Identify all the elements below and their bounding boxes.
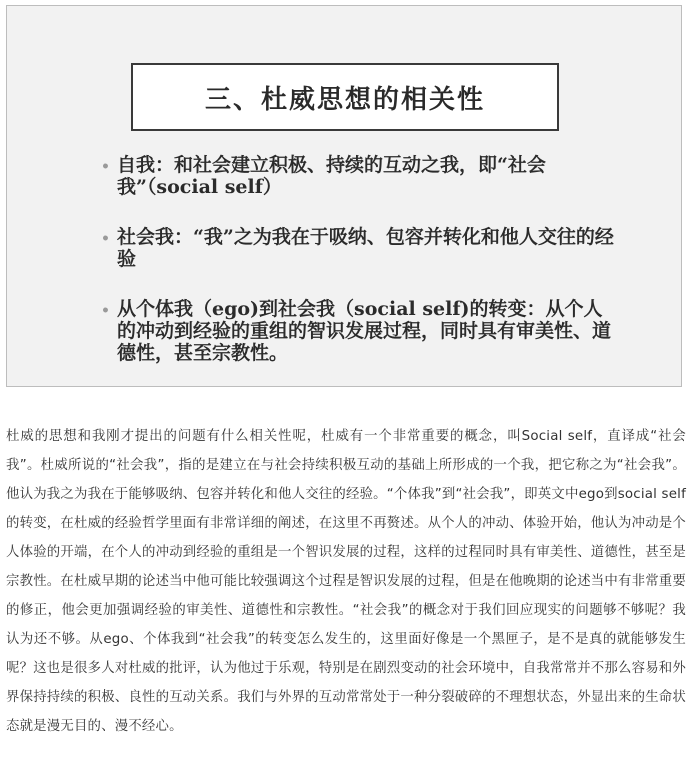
slide-image [6,5,682,387]
slide-bullet-text: 社会我：“我”之为我在于吸纳、包容并转化和他人交往的经验 [117,226,614,270]
slide-bullet [101,298,621,364]
bullet-dot-icon: • [101,159,110,175]
slide-bullet [101,226,621,270]
article-paragraph: 杜威的思想和我刚才提出的问题有什么相关性呢，杜威有一个非常重要的概念，叫Social self，直译成“社会我”。杜威所说的“社会我”，指的是建立在与社会持续积极互动的基础上所形成的一个我，把它称之为“社会我”。他认为我之为我在于能够吸纳、包容并转化和他人交往的经验。“个体我”到“社会我”，即英文中ego到social self的转变，在杜威的经验哲学里面有非常详细的阐述，在这里不再赘述。从个人的冲动、体验开始，他认为冲动是个人体验的开端，在个人的冲动到经验的重组是一个智识发展的过程，这样的过程同时具有审美性、道德性，甚至是宗教性。在杜威早期的论述当中他可能比较强调这个过程是智识发展的过程，但是在他晚期的论述当中有非常重要的修正，他会更加强调经验的审美性、道德性和宗教性。“社会我”的概念对于我们回应现实的问题够不够呢？我认为还不够。从ego、个体我到“社会我”的转变怎么发生的，这里面好像是一个黑匣子，是不是真的就能够发生呢？这也是很多人对杜威的批评，认为他过于乐观，特别是在剧烈变动的社会环境中，自我常常并不那么容易和外界保持持续的积极、良性的互动关系。我们与外界的互动常常处于一种分裂破碎的不理想状态，外显出来的生命状态就是漫无目的、漫不经心。 [6,429,686,734]
bullet-dot-icon: • [101,303,110,319]
slide-title-box [131,63,559,131]
slide-title: 三、杜威思想的相关性 [204,84,485,115]
slide-bullet-text: 从个体我（ego)到社会我（social self)的转变：从个人的冲动到经验的重组的智识发展过程，同时具有审美性、道德性，甚至宗教性。 [117,298,612,364]
slide-bullet-list [101,154,621,392]
bullet-dot-icon: • [101,231,110,247]
slide-bullet-text: 自我：和社会建立积极、持续的互动之我，即“社会我”（social self） [117,154,546,198]
slide-bullet [101,154,621,198]
